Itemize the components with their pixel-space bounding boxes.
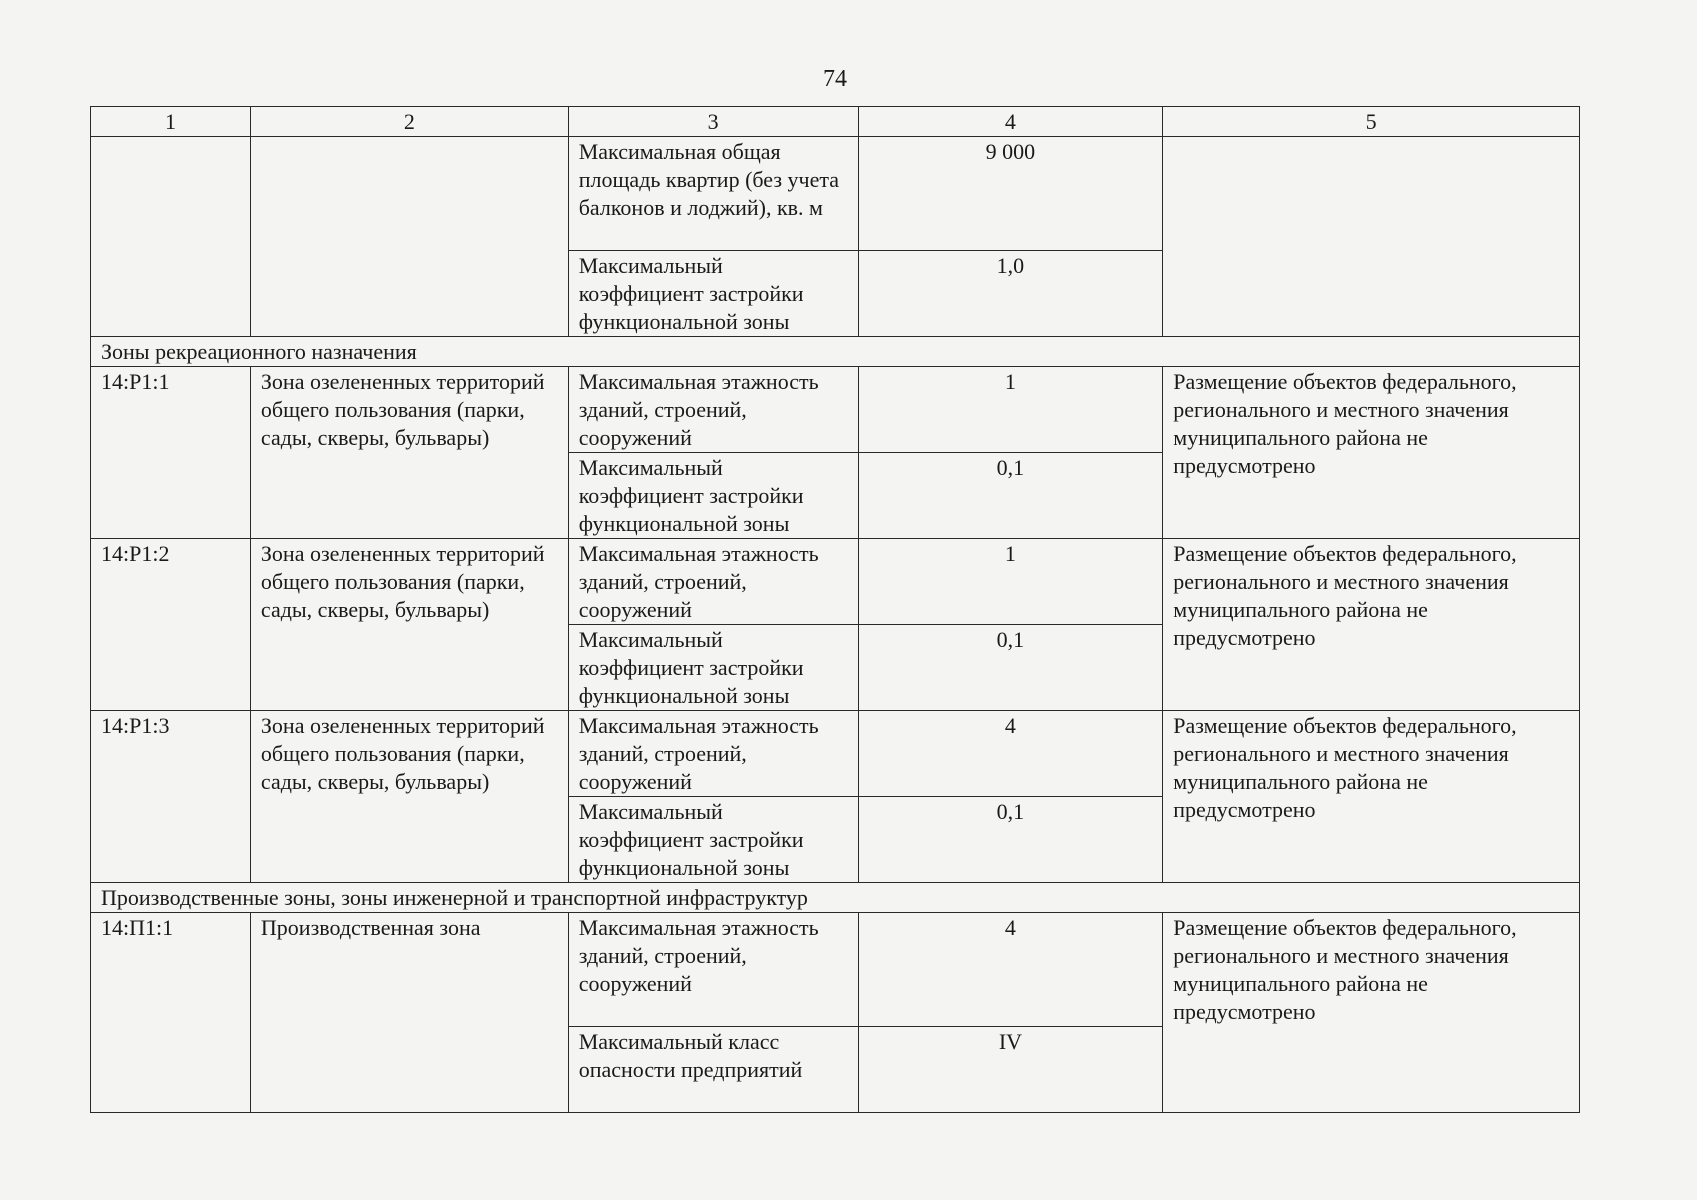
value-cell: IV	[858, 1027, 1163, 1113]
zone-name: Производственная зона	[250, 913, 568, 1113]
table-row	[91, 913, 1580, 1027]
param-cell: Максимальная этажность зданий, строений, сооружений	[568, 367, 858, 453]
param-cell: Максимальный коэффициент застройки функциональной зоны	[568, 251, 858, 337]
section-row	[91, 337, 1580, 367]
value-cell: 0,1	[858, 797, 1163, 883]
zone-note: Размещение объектов федерального, регионального и местного значения муниципального района не предусмотрено	[1163, 913, 1580, 1113]
table-header-row	[91, 107, 1580, 137]
column-header-2: 2	[250, 107, 568, 137]
page-number: 74	[823, 66, 847, 92]
param-cell: Максимальный коэффициент застройки функциональной зоны	[568, 453, 858, 539]
param-cell: Максимальный коэффициент застройки функциональной зоны	[568, 797, 858, 883]
value-cell: 9 000	[858, 137, 1163, 251]
zone-name: Зона озелененных территорий общего пользования (парки, сады, скверы, бульвары)	[250, 367, 568, 539]
param-cell: Максимальная этажность зданий, строений, сооружений	[568, 913, 858, 1027]
zone-code: 14:Р1:1	[91, 367, 251, 539]
value-cell: 0,1	[858, 453, 1163, 539]
param-cell: Максимальная этажность зданий, строений, сооружений	[568, 711, 858, 797]
zone-note: Размещение объектов федерального, регионального и местного значения муниципального района не предусмотрено	[1163, 539, 1580, 711]
table-row	[91, 711, 1580, 797]
column-header-3: 3	[568, 107, 858, 137]
zone-code: 14:П1:1	[91, 913, 251, 1113]
value-cell: 1	[858, 539, 1163, 625]
zone-note: Размещение объектов федерального, регионального и местного значения муниципального района не предусмотрено	[1163, 367, 1580, 539]
param-cell: Максимальный коэффициент застройки функциональной зоны	[568, 625, 858, 711]
zone-code: 14:Р1:3	[91, 711, 251, 883]
section-row	[91, 883, 1580, 913]
section-title: Производственные зоны, зоны инженерной и транспортной инфраструктур	[91, 883, 1580, 913]
table-row	[91, 137, 1580, 251]
zones-table	[90, 106, 1580, 1113]
zone-code: 14:Р1:2	[91, 539, 251, 711]
column-header-4: 4	[858, 107, 1163, 137]
column-header-5: 5	[1163, 107, 1580, 137]
value-cell: 4	[858, 913, 1163, 1027]
value-cell: 1,0	[858, 251, 1163, 337]
param-cell: Максимальная этажность зданий, строений, сооружений	[568, 539, 858, 625]
empty-cell	[91, 137, 251, 337]
empty-cell	[250, 137, 568, 337]
zone-note: Размещение объектов федерального, регионального и местного значения муниципального района не предусмотрено	[1163, 711, 1580, 883]
value-cell: 4	[858, 711, 1163, 797]
table-row	[91, 367, 1580, 453]
column-header-1: 1	[91, 107, 251, 137]
section-title: Зоны рекреационного назначения	[91, 337, 1580, 367]
table-row	[91, 539, 1580, 625]
value-cell: 1	[858, 367, 1163, 453]
empty-cell	[1163, 137, 1580, 337]
zone-name: Зона озелененных территорий общего пользования (парки, сады, скверы, бульвары)	[250, 539, 568, 711]
param-cell: Максимальный класс опасности предприятий	[568, 1027, 858, 1113]
zone-name: Зона озелененных территорий общего пользования (парки, сады, скверы, бульвары)	[250, 711, 568, 883]
value-cell: 0,1	[858, 625, 1163, 711]
param-cell: Максимальная общая площадь квартир (без учета балконов и лоджий), кв. м	[568, 137, 858, 251]
